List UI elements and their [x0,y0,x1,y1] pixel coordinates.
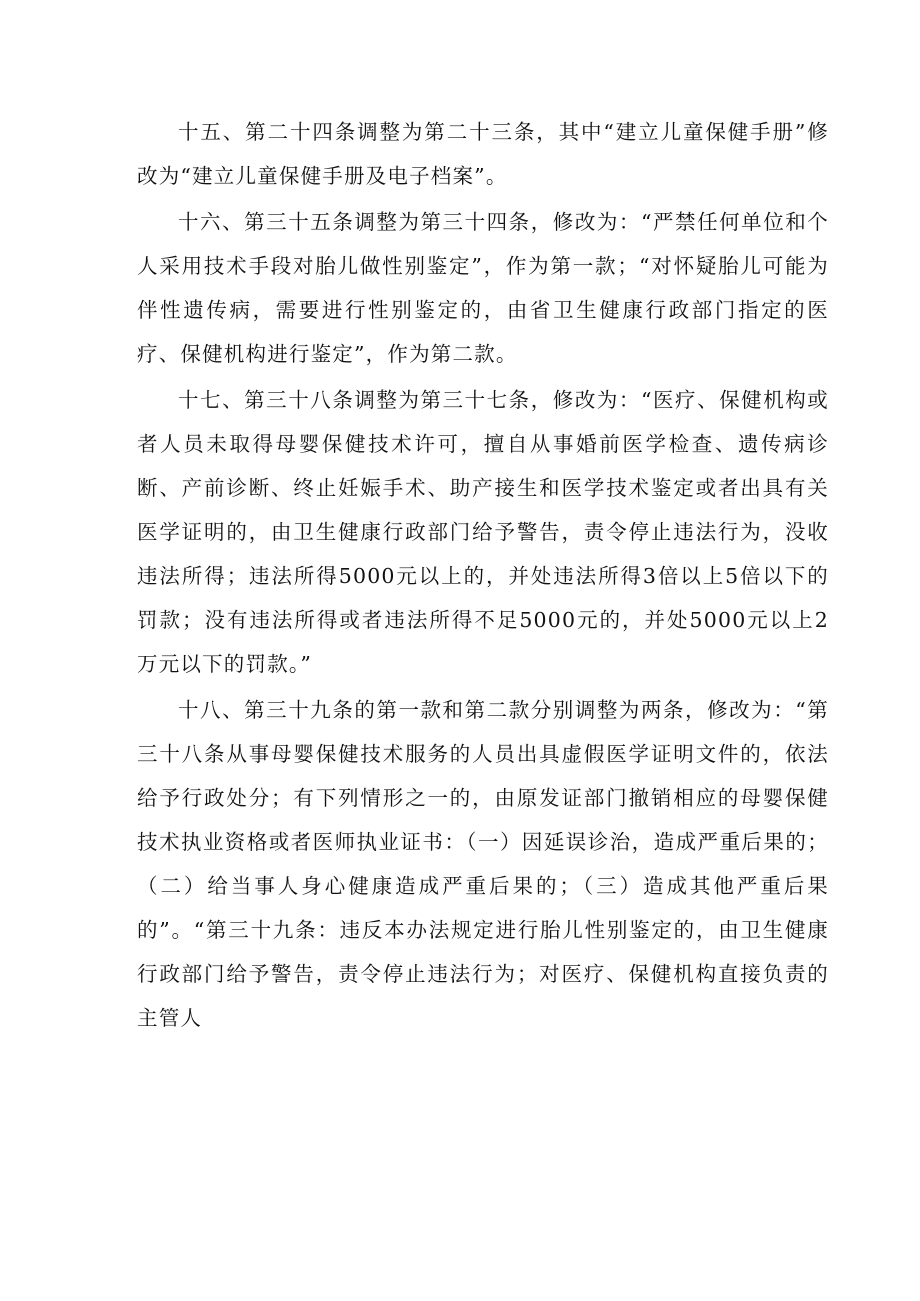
document-body [137,110,829,1042]
paragraph-item-16: 十六、第三十五条调整为第三十四条，修改为：“严禁任何单位和个人采用技术手段对胎儿做性别鉴定”，作为第一款；“对怀疑胎儿可能为伴性遗传病，需要进行性别鉴定的，由省卫生健康行政部门指定的医疗、保健机构进行鉴定”，作为第二款。 [137,210,829,366]
paragraph-item-17: 十七、第三十八条调整为第三十七条，修改为：“医疗、保健机构或者人员未取得母婴保健技术许可，擅自从事婚前医学检查、遗传病诊断、产前诊断、终止妊娠手术、助产接生和医学技术鉴定或者出具有关医学证明的，由卫生健康行政部门给予警告，责令停止违法行为，没收违法所得；违法所得5000元以上的，并处违法所得3倍以上5倍以下的罚款；没有违法所得或者违法所得不足5000元的，并处5000元以上2万元以下的罚款。” [137,388,829,676]
paragraph-item-18: 十八、第三十九条的第一款和第二款分别调整为两条，修改为：“第三十八条从事母婴保健技术服务的人员出具虚假医学证明文件的，依法给予行政处分；有下列情形之一的，由原发证部门撤销相应的母婴保健技术执业资格或者医师执业证书：（一）因延误诊治，造成严重后果的；（二）给当事人身心健康造成严重后果的；（三）造成其他严重后果的”。“第三十九条：违反本办法规定进行胎儿性别鉴定的，由卫生健康行政部门给予警告，责令停止违法行为；对医疗、保健机构直接负责的主管人 [137,698,829,1030]
paragraph-item-15: 十五、第二十四条调整为第二十三条，其中“建立儿童保健手册”修改为“建立儿童保健手册及电子档案”。 [137,120,829,188]
